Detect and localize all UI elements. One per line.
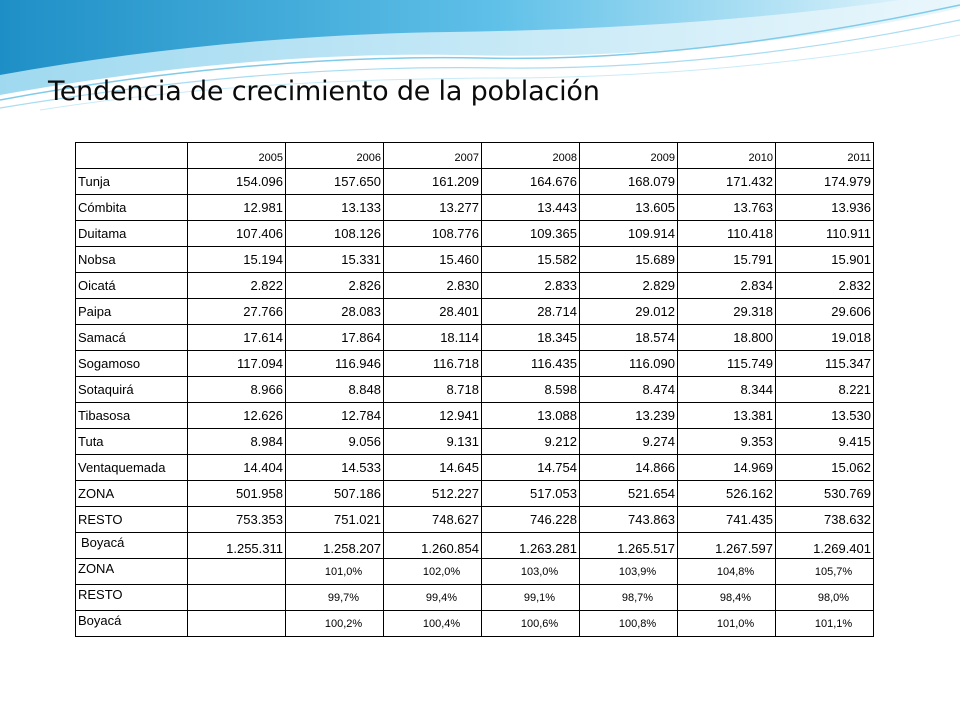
value-cell: 15.460 <box>384 247 482 273</box>
value-cell: 108.126 <box>286 221 384 247</box>
percent-cell: 99,7% <box>286 585 384 611</box>
percent-row <box>76 585 874 611</box>
row-label-cell: Samacá <box>76 325 188 351</box>
percent-row-label-cell: Boyacá <box>76 611 188 637</box>
value-cell: 1.265.517 <box>580 533 678 559</box>
value-cell: 741.435 <box>678 507 776 533</box>
value-cell: 1.269.401 <box>776 533 874 559</box>
year-header-cell: 2009 <box>580 143 678 169</box>
value-cell: 530.769 <box>776 481 874 507</box>
value-cell: 8.474 <box>580 377 678 403</box>
value-cell: 18.114 <box>384 325 482 351</box>
value-cell: 116.090 <box>580 351 678 377</box>
value-cell: 13.088 <box>482 403 580 429</box>
value-cell: 2.830 <box>384 273 482 299</box>
value-cell: 9.353 <box>678 429 776 455</box>
value-cell: 15.791 <box>678 247 776 273</box>
value-cell: 28.083 <box>286 299 384 325</box>
value-cell: 13.605 <box>580 195 678 221</box>
row-label-cell: Boyacá <box>76 533 188 559</box>
percent-cell: 98,4% <box>678 585 776 611</box>
value-cell: 517.053 <box>482 481 580 507</box>
value-cell: 13.936 <box>776 195 874 221</box>
value-cell: 107.406 <box>188 221 286 247</box>
year-header-cell: 2011 <box>776 143 874 169</box>
value-cell: 110.418 <box>678 221 776 247</box>
value-cell: 154.096 <box>188 169 286 195</box>
row-label-cell: Nobsa <box>76 247 188 273</box>
table-row <box>76 377 874 403</box>
percent-cell: 98,7% <box>580 585 678 611</box>
value-cell: 116.435 <box>482 351 580 377</box>
value-cell: 743.863 <box>580 507 678 533</box>
year-header-row <box>76 143 874 169</box>
value-cell: 161.209 <box>384 169 482 195</box>
value-cell: 8.598 <box>482 377 580 403</box>
table-row <box>76 351 874 377</box>
table-row <box>76 195 874 221</box>
table-row <box>76 299 874 325</box>
value-cell: 12.941 <box>384 403 482 429</box>
value-cell: 15.689 <box>580 247 678 273</box>
table-row <box>76 273 874 299</box>
value-cell: 109.914 <box>580 221 678 247</box>
percent-row-label-cell: RESTO <box>76 585 188 611</box>
value-cell: 2.833 <box>482 273 580 299</box>
value-cell: 117.094 <box>188 351 286 377</box>
row-label-cell: Cómbita <box>76 195 188 221</box>
table-row <box>76 507 874 533</box>
value-cell: 753.353 <box>188 507 286 533</box>
value-cell: 1.263.281 <box>482 533 580 559</box>
value-cell: 1.260.854 <box>384 533 482 559</box>
value-cell: 507.186 <box>286 481 384 507</box>
row-label-cell: ZONA <box>76 481 188 507</box>
row-label-cell: Tunja <box>76 169 188 195</box>
row-label-cell: Tuta <box>76 429 188 455</box>
percent-cell: 103,0% <box>482 559 580 585</box>
value-cell: 2.822 <box>188 273 286 299</box>
value-cell: 14.533 <box>286 455 384 481</box>
value-cell: 110.911 <box>776 221 874 247</box>
header-wave-decoration <box>0 0 960 140</box>
value-cell: 2.832 <box>776 273 874 299</box>
row-label-cell: Ventaquemada <box>76 455 188 481</box>
value-cell: 8.984 <box>188 429 286 455</box>
value-cell: 2.829 <box>580 273 678 299</box>
percent-cell: 101,0% <box>678 611 776 637</box>
value-cell: 13.530 <box>776 403 874 429</box>
row-label-cell: RESTO <box>76 507 188 533</box>
value-cell: 18.345 <box>482 325 580 351</box>
row-label-cell: Tibasosa <box>76 403 188 429</box>
percent-cell: 105,7% <box>776 559 874 585</box>
value-cell: 14.969 <box>678 455 776 481</box>
year-header-cell: 2008 <box>482 143 580 169</box>
percent-row <box>76 611 874 637</box>
percent-cell: 99,4% <box>384 585 482 611</box>
value-cell: 9.131 <box>384 429 482 455</box>
page-title: Tendencia de crecimiento de la población <box>48 76 600 107</box>
year-header-cell: 2007 <box>384 143 482 169</box>
value-cell: 17.864 <box>286 325 384 351</box>
value-cell: 2.834 <box>678 273 776 299</box>
value-cell: 108.776 <box>384 221 482 247</box>
percent-cell: 100,6% <box>482 611 580 637</box>
table-row <box>76 325 874 351</box>
percent-cell: 98,0% <box>776 585 874 611</box>
value-cell: 1.258.207 <box>286 533 384 559</box>
value-cell: 8.966 <box>188 377 286 403</box>
percent-row-label-cell: ZONA <box>76 559 188 585</box>
value-cell: 8.718 <box>384 377 482 403</box>
value-cell: 15.331 <box>286 247 384 273</box>
row-label-cell: Duitama <box>76 221 188 247</box>
value-cell: 19.018 <box>776 325 874 351</box>
value-cell: 157.650 <box>286 169 384 195</box>
year-header-cell: 2010 <box>678 143 776 169</box>
table-row <box>76 169 874 195</box>
value-cell: 17.614 <box>188 325 286 351</box>
value-cell: 29.012 <box>580 299 678 325</box>
percent-cell <box>188 611 286 637</box>
value-cell: 9.274 <box>580 429 678 455</box>
percent-cell: 100,8% <box>580 611 678 637</box>
value-cell: 8.344 <box>678 377 776 403</box>
value-cell: 29.318 <box>678 299 776 325</box>
value-cell: 9.212 <box>482 429 580 455</box>
value-cell: 13.277 <box>384 195 482 221</box>
value-cell: 2.826 <box>286 273 384 299</box>
value-cell: 168.079 <box>580 169 678 195</box>
value-cell: 171.432 <box>678 169 776 195</box>
value-cell: 13.381 <box>678 403 776 429</box>
value-cell: 18.574 <box>580 325 678 351</box>
value-cell: 29.606 <box>776 299 874 325</box>
population-table <box>75 142 874 637</box>
table-row <box>76 481 874 507</box>
value-cell: 27.766 <box>188 299 286 325</box>
header-corner-cell <box>76 143 188 169</box>
row-label-cell: Sotaquirá <box>76 377 188 403</box>
percent-cell: 101,1% <box>776 611 874 637</box>
row-label-cell: Sogamoso <box>76 351 188 377</box>
percent-cell: 100,4% <box>384 611 482 637</box>
year-header-cell: 2005 <box>188 143 286 169</box>
value-cell: 164.676 <box>482 169 580 195</box>
value-cell: 8.221 <box>776 377 874 403</box>
value-cell: 13.239 <box>580 403 678 429</box>
value-cell: 14.404 <box>188 455 286 481</box>
table-row <box>76 429 874 455</box>
value-cell: 15.582 <box>482 247 580 273</box>
value-cell: 13.133 <box>286 195 384 221</box>
table-row <box>76 221 874 247</box>
value-cell: 9.056 <box>286 429 384 455</box>
percent-cell: 102,0% <box>384 559 482 585</box>
value-cell: 14.645 <box>384 455 482 481</box>
value-cell: 109.365 <box>482 221 580 247</box>
value-cell: 12.981 <box>188 195 286 221</box>
value-cell: 12.626 <box>188 403 286 429</box>
value-cell: 116.718 <box>384 351 482 377</box>
value-cell: 8.848 <box>286 377 384 403</box>
percent-cell: 103,9% <box>580 559 678 585</box>
value-cell: 28.714 <box>482 299 580 325</box>
percent-cell <box>188 559 286 585</box>
value-cell: 174.979 <box>776 169 874 195</box>
table-row <box>76 403 874 429</box>
value-cell: 14.866 <box>580 455 678 481</box>
value-cell: 521.654 <box>580 481 678 507</box>
value-cell: 751.021 <box>286 507 384 533</box>
value-cell: 115.347 <box>776 351 874 377</box>
value-cell: 512.227 <box>384 481 482 507</box>
value-cell: 15.062 <box>776 455 874 481</box>
table-row <box>76 455 874 481</box>
percent-cell: 101,0% <box>286 559 384 585</box>
value-cell: 15.194 <box>188 247 286 273</box>
percent-cell <box>188 585 286 611</box>
value-cell: 15.901 <box>776 247 874 273</box>
percent-cell: 104,8% <box>678 559 776 585</box>
value-cell: 9.415 <box>776 429 874 455</box>
year-header-cell: 2006 <box>286 143 384 169</box>
value-cell: 1.255.311 <box>188 533 286 559</box>
table-row <box>76 533 874 559</box>
value-cell: 14.754 <box>482 455 580 481</box>
row-label-cell: Oicatá <box>76 273 188 299</box>
value-cell: 738.632 <box>776 507 874 533</box>
table-row <box>76 247 874 273</box>
value-cell: 18.800 <box>678 325 776 351</box>
value-cell: 115.749 <box>678 351 776 377</box>
row-label-cell: Paipa <box>76 299 188 325</box>
value-cell: 526.162 <box>678 481 776 507</box>
value-cell: 1.267.597 <box>678 533 776 559</box>
value-cell: 501.958 <box>188 481 286 507</box>
percent-cell: 100,2% <box>286 611 384 637</box>
value-cell: 746.228 <box>482 507 580 533</box>
value-cell: 13.443 <box>482 195 580 221</box>
value-cell: 12.784 <box>286 403 384 429</box>
value-cell: 13.763 <box>678 195 776 221</box>
value-cell: 748.627 <box>384 507 482 533</box>
value-cell: 116.946 <box>286 351 384 377</box>
value-cell: 28.401 <box>384 299 482 325</box>
percent-cell: 99,1% <box>482 585 580 611</box>
percent-row <box>76 559 874 585</box>
